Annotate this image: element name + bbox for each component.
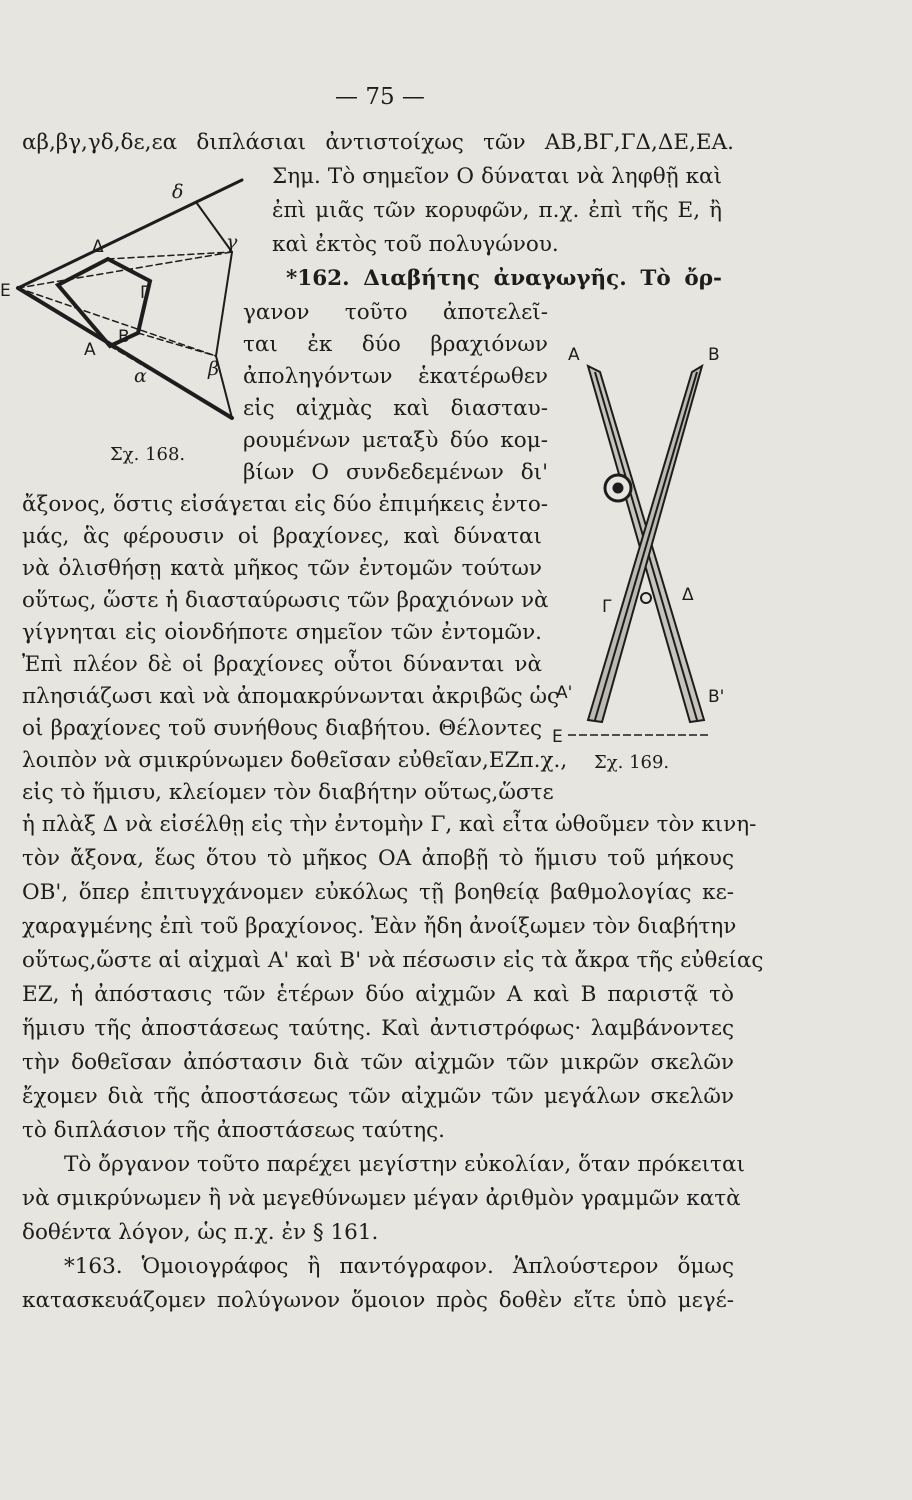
fig169-label-G: Γ [602,597,612,617]
text-line: νὰ ὀλισθήσῃ κατὰ μῆκος τῶν ἐντομῶν τούτων [22,556,542,581]
fig168-label-delta: δ [172,181,184,203]
text-line: ἔχομεν διὰ τῆς ἀποστάσεως τῶν αἰχμῶν τῶν μεγάλων σκελῶν [22,1084,734,1109]
text-line: τὸ διπλάσιον τῆς ἀποστάσεως ταύτης. [22,1118,445,1143]
fig169-label-D: Δ [682,585,694,605]
text-line: τὴν δοθεῖσαν ἀπόστασιν διὰ τῶν αἰχμῶν τῶν μικρῶν σκελῶν [22,1050,734,1075]
figure-169 [548,330,748,750]
section-heading-163: *163. Ὁμοιογράφος ἢ παντόγραφον. Ἁπλούστερον ὅμως [64,1254,734,1279]
fig168-label-E: Ε [0,281,11,301]
text-line: ἐπὶ μιᾶς τῶν κορυφῶν, π.χ. ἐπὶ τῆς Ε, ἢ [272,198,722,223]
fig169-screw [641,593,651,603]
text-line: δοθέντα λόγον, ὡς π.χ. ἐν § 161. [22,1220,379,1245]
text-line: ἡ πλὰξ Δ νὰ εἰσέλθῃ εἰς τὴν ἐντομὴν Γ, καὶ εἶτα ὠθοῦμεν τὸν κινη- [22,812,757,837]
text-line: νὰ σμικρύνωμεν ἢ νὰ μεγεθύνωμεν μέγαν ἀριθμὸν γραμμῶν κατὰ [22,1186,741,1211]
text-line: αβ,βγ,γδ,δε,εα διπλάσιαι ἀντιστοίχως τῶν ΑΒ,ΒΓ,ΓΔ,ΔΕ,ΕΑ. [22,130,734,155]
fig169-label-B: Β [708,345,720,365]
fig168-label-G: Γ [140,283,150,303]
fig168-label-gamma: γ [226,231,238,253]
text-line: εἰς αἰχμὰς καὶ διασταυ- [243,396,548,421]
fig168-label-alpha: α [134,365,147,387]
text-line: ἥμισυ τῆς ἀποστάσεως ταύτης. Καὶ ἀντιστρόφως· λαμβάνοντες [22,1016,734,1041]
text-line: καὶ ἐκτὸς τοῦ πολυγώνου. [272,232,559,257]
text-line: ται ἐκ δύο βραχιόνων [243,332,548,357]
figure-169-caption: Σχ. 169. [594,752,670,773]
text-line: ΕΖ, ἡ ἀπόστασις τῶν ἑτέρων δύο αἰχμῶν Α καὶ Β παριστᾷ τὸ [22,982,734,1007]
fig169-pivot-center [613,483,623,493]
fig168-label-A: Α [84,340,96,360]
fig169-label-Bprime: Β' [708,687,725,707]
fig168-outer-edge [216,252,232,356]
text-line: πλησιάζωσι καὶ νὰ ἀπομακρύνωνται ἀκριβῶς ὡς [22,684,560,709]
text-line: Σημ. Τὸ σημεῖον Ο δύναται νὰ ληφθῇ καὶ [272,164,722,189]
figure-168-caption: Σχ. 168. [110,444,186,465]
text-line: οὕτως, ὥστε ἡ διασταύρωσις τῶν βραχιόνων νὰ [22,588,549,613]
text-line: κατασκευάζομεν πολύγωνον ὅμοιον πρὸς δοθὲν εἴτε ὑπὸ μεγέ- [22,1288,734,1313]
text-line: οἱ βραχίονες τοῦ συνήθους διαβήτου. Θέλοντες [22,716,542,741]
text-line: γίγνηται εἰς οἱονδήποτε σημεῖον τῶν ἐντομῶν. [22,620,542,645]
text-line: εἰς τὸ ἥμισυ, κλείομεν τὸν διαβήτην οὕτως,ὥστε [22,780,554,805]
fig169-label-E: Ε [552,727,563,747]
fig168-construction-line [18,288,216,356]
fig168-label-D: Δ [92,237,104,257]
fig168-construction-line [138,333,216,356]
text-line: γανον τοῦτο ἀποτελεῖ- [243,300,548,325]
fig168-label-B: Β [118,327,130,347]
fig168-construction-line [108,252,232,259]
text-line: ἀποληγόντων ἑκατέρωθεν [243,364,548,389]
text-line: μάς, ἃς φέρουσιν οἱ βραχίονες, καὶ δύναται [22,524,542,549]
text-line: ρουμένων μεταξὺ δύο κομ- [243,428,548,453]
page-number: — 75 — [335,84,425,110]
text-line: χαραγμένης ἐπὶ τοῦ βραχίονος. Ἐὰν ἤδη ἀνοίξωμεν τὸν διαβήτην [22,914,737,939]
fig169-label-Aprime: Α' [556,683,573,703]
text-line: οὕτως,ὥστε αἱ αἰχμαὶ Α' καὶ Β' νὰ πέσωσιν εἰς τὰ ἄκρα τῆς εὐθείας [22,948,764,973]
section-heading-162: *162. Διαβήτης ἀναγωγῆς. Τὸ ὄρ- [286,266,722,291]
fig169-label-A: Α [568,345,580,365]
figure-168 [0,170,270,470]
fig168-inner-polygon [58,259,150,346]
text-line: τὸν ἄξονα, ἕως ὅτου τὸ μῆκος ΟΑ ἀποβῇ τὸ ἥμισυ τοῦ μήκους [22,846,734,871]
fig168-construction-line [110,346,232,418]
text-line: Τὸ ὄργανον τοῦτο παρέχει μεγίστην εὐκολίαν, ὅταν πρόκειται [64,1152,745,1177]
text-line: βίων Ο συνδεδεμένων δι' [243,460,548,485]
text-line: ἄξονος, ὅστις εἰσάγεται εἰς δύο ἐπιμήκεις ἐντο- [22,492,549,517]
fig168-label-beta: β [208,358,219,380]
text-line: λοιπὸν νὰ σμικρύνωμεν δοθεῖσαν εὐθεῖαν,ΕΖπ.χ., [22,748,568,773]
text-line: Ἐπὶ πλέον δὲ οἱ βραχίονες οὗτοι δύνανται νὰ [22,652,542,677]
text-line: ΟΒ', ὅπερ ἐπιτυγχάνομεν εὐκόλως τῇ βοηθείᾳ βαθμολογίας κε- [22,880,734,905]
